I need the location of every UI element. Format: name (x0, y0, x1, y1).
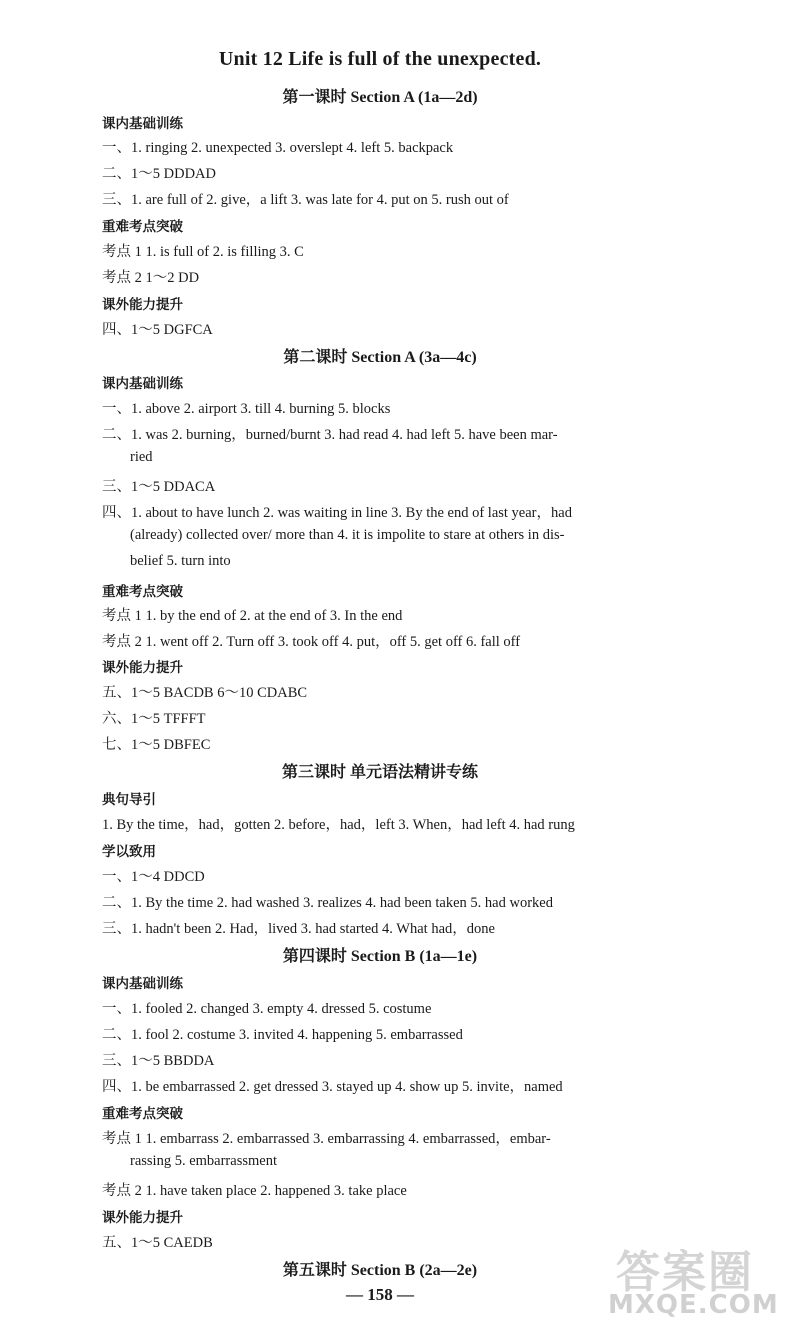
answer-line: belief 5. turn into (130, 553, 231, 569)
section-heading: 课外能力提升 (102, 1210, 183, 1226)
answer-line: 一、1. ringing 2. unexpected 3. overslept 4. left 5. backpack (102, 140, 454, 156)
lesson-5-title: 第五课时 Section B (2a—2e) (282, 1262, 478, 1279)
section-heading: 学以致用 (102, 844, 156, 860)
answer-line: 二、1. By the time 2. had washed 3. realizes 4. had been taken 5. had worked (102, 895, 553, 911)
answer-line: 三、1. are full of 2. give，a lift 3. was late for 4. put on 5. rush out of (102, 192, 509, 208)
section-heading: 课外能力提升 (102, 297, 183, 313)
answer-line: 四、1～5 DGFCA (102, 322, 213, 338)
section-heading: 课外能力提升 (102, 660, 183, 676)
section-heading: 重难考点突破 (102, 584, 183, 600)
answer-line: 1. By the time，had，gotten 2. before，had，left 3. When，had left 4. had rung (102, 817, 575, 833)
answer-line: ried (130, 449, 153, 465)
answer-line: 五、1～5 CAEDB (102, 1235, 213, 1251)
lesson-2-title: 第二课时 Section A (3a—4c) (283, 349, 477, 366)
answer-line: rassing 5. embarrassment (130, 1153, 277, 1169)
lesson-1-title: 第一课时 Section A (1a—2d) (282, 89, 478, 106)
unit-title: Unit 12 Life is full of the unexpected. (218, 48, 542, 70)
answer-line: 五、1～5 BACDB 6～10 CDABC (102, 685, 308, 701)
answer-line: 考点 1 1. is full of 2. is filling 3. C (102, 244, 304, 260)
answer-line: 考点 2 1～2 DD (102, 270, 200, 286)
answer-line: 考点 1 1. by the end of 2. at the end of 3. In the end (102, 608, 403, 624)
section-heading: 重难考点突破 (102, 1106, 183, 1122)
answer-line: 三、1. hadn't been 2. Had，lived 3. had started 4. What had，done (102, 921, 495, 937)
watermark-logo (596, 1236, 786, 1322)
answer-line: 一、1. fooled 2. changed 3. empty 4. dressed 5. costume (102, 1001, 432, 1017)
lesson-3-title: 第三课时 单元语法精讲专练 (281, 764, 478, 781)
section-heading: 课内基础训练 (102, 376, 183, 392)
answer-line: 六、1～5 TFFFT (102, 711, 206, 727)
answer-line: 四、1. be embarrassed 2. get dressed 3. stayed up 4. show up 5. invite，named (102, 1079, 563, 1095)
section-heading: 课内基础训练 (102, 976, 183, 992)
section-heading: 课内基础训练 (102, 116, 183, 132)
answer-line: 二、1. fool 2. costume 3. invited 4. happening 5. embarrassed (102, 1027, 463, 1043)
answer-line: 一、1～4 DDCD (102, 869, 205, 885)
answer-line: 二、1～5 DDDAD (102, 166, 216, 182)
answer-line: 二、1. was 2. burning，burned/burnt 3. had read 4. had left 5. have been mar- (102, 427, 558, 443)
answer-line: 考点 1 1. embarrass 2. embarrassed 3. embarrassing 4. embarrassed，embar- (102, 1131, 551, 1147)
answer-line: 考点 2 1. have taken place 2. happened 3. take place (102, 1183, 407, 1199)
answer-line: 三、1～5 DDACA (102, 479, 216, 495)
section-heading: 重难考点突破 (102, 219, 183, 235)
answer-line: 四、1. about to have lunch 2. was waiting in line 3. By the end of last year，had (102, 505, 572, 521)
section-heading: 典句导引 (102, 792, 156, 808)
lesson-4-title: 第四课时 Section B (1a—1e) (282, 948, 478, 965)
answer-line: 一、1. above 2. airport 3. till 4. burning 5. blocks (102, 401, 391, 417)
page-number: — 158 — (346, 1285, 414, 1304)
answer-line: (already) collected over/ more than 4. it is impolite to stare at others in dis- (130, 527, 565, 543)
answer-line: 考点 2 1. went off 2. Turn off 3. took off 4. put，off 5. get off 6. fall off (102, 634, 521, 650)
watermark-text: 答案圈 (616, 1247, 754, 1298)
answer-line: 七、1～5 DBFEC (102, 737, 211, 753)
answer-line: 三、1～5 BBDDA (102, 1053, 215, 1069)
watermark-url: MXQE.COM (608, 1290, 779, 1320)
